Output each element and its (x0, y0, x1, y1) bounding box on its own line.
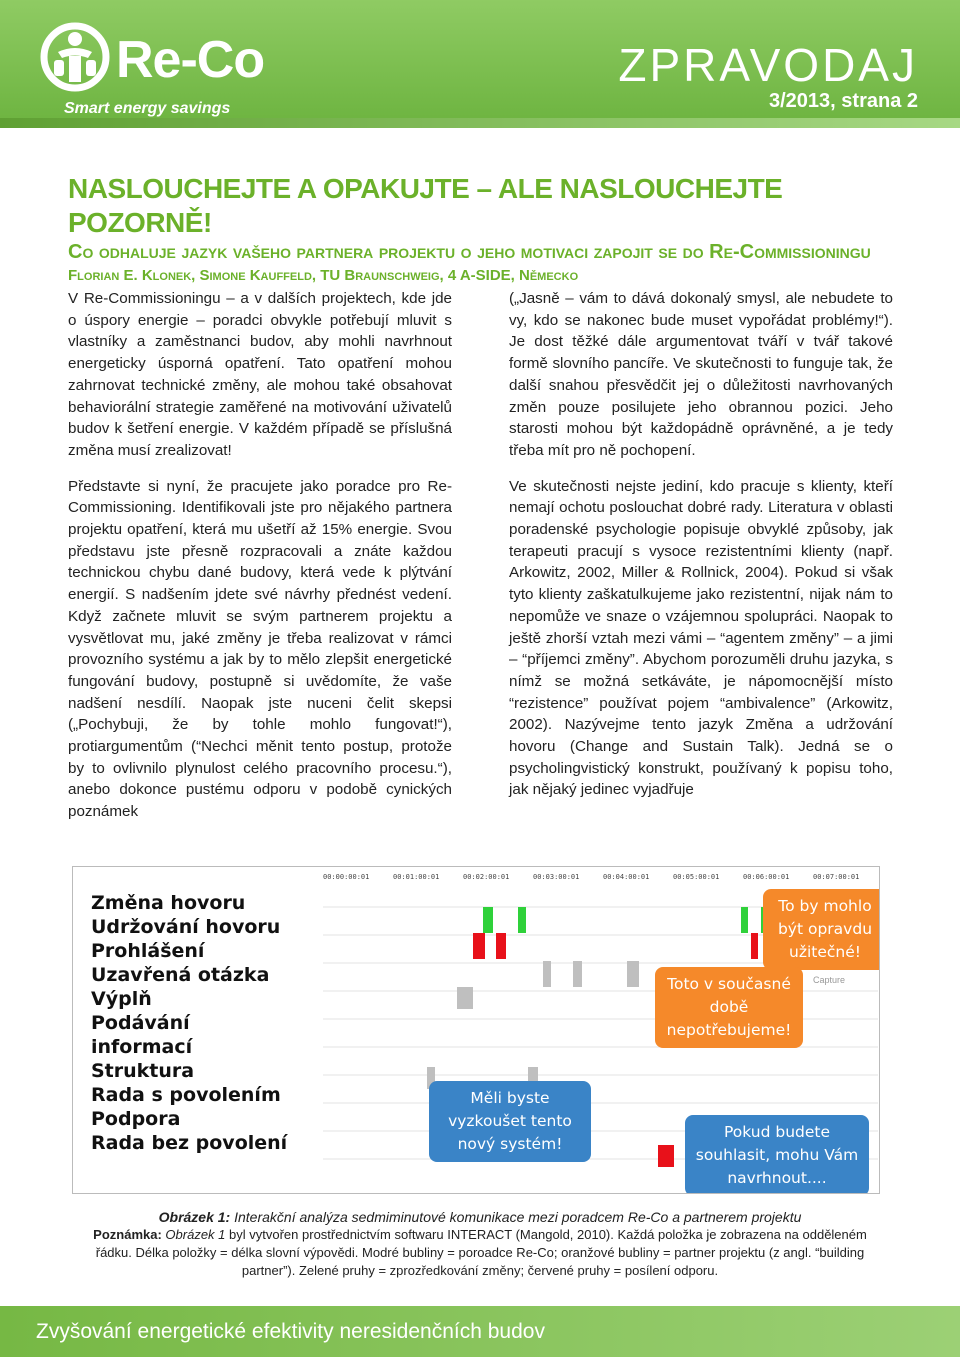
partner-bubble (655, 967, 803, 1048)
legend-item: Podávání (91, 1012, 190, 1034)
bubble-line: Pokud budete (723, 1123, 831, 1141)
caption-title (80, 1208, 880, 1226)
capture-label: Capture (813, 975, 846, 985)
issue-label: 3/2013, strana 2 (769, 90, 918, 112)
neutral-bar (627, 961, 639, 987)
timeline-tick: 00:00:00:01 (323, 873, 370, 881)
bubble-line: Toto v současné (667, 975, 791, 993)
note-text: byl vytvořen prostřednictvím softwaru INTERACT (Mangold, 2010). Každá položka je zobrazena na odděleném řádku. Délka položky = délka slovní výpovědi. Modré bubliny = poroadce Re-Co; oranžové bubliny = partner projektu (z angl. “building partner”). Zelené pruhy = zprozředkování změny; červené pruhy = posílení odporu. (95, 1227, 867, 1278)
note-fig: Obrázek 1 (165, 1227, 226, 1242)
category-legend (83, 891, 323, 1179)
bubble-line: navrhnout.... (727, 1169, 827, 1187)
bubble-line: souhlasit, mohu Vám (695, 1146, 859, 1164)
legend-item: Rada bez povolení (91, 1132, 288, 1154)
bubble-line: nepotřebujeme! (666, 1021, 792, 1039)
logo (40, 22, 280, 94)
timeline-tick: 00:06:00:01 (743, 873, 790, 881)
change-talk-bar (741, 907, 748, 933)
change-talk-bar (518, 907, 526, 933)
legend-item: Podpora (91, 1108, 181, 1130)
consultant-bubble (685, 1115, 869, 1194)
legend-item: Výplň (91, 988, 152, 1010)
legend-item: Změna hovoru (91, 892, 246, 914)
left-column (68, 288, 452, 837)
timeline-tick: 00:03:00:01 (533, 873, 580, 881)
partner-bubble (763, 889, 880, 970)
sustain-talk-bar (473, 933, 485, 959)
legend-item: Prohlášení (91, 940, 205, 962)
bubble-line: vyzkoušet tento (448, 1112, 572, 1130)
footer-text: Zvyšování energetické efektivity neresidenčních budov (36, 1320, 545, 1343)
bubble-line: době (709, 998, 749, 1016)
newsletter-title: ZPRAVODAJ (618, 39, 918, 91)
caption-label: Obrázek 1: (158, 1209, 231, 1225)
paragraph: V Re-Commissioningu – a v dalších projektech, kde jde o úspory energie – poradci obvykle potřebují mluvit s vlastníky a zaměstnanci budov, aby mohli navrhnout energeticky úsporná opatření. Tato opatření mohou zahrnovat technické změny, ale mohou také obsahovat behaviorální strategie zaměřené na motivování uživatelů budov k šetření energie. V každém případě se příslušná změna musí zrealizovat! (68, 290, 452, 459)
logo-text: Re-Co (116, 31, 265, 89)
article-subtitle: Co odhaluje jazyk vašeho partnera projektu o jeho motivaci zapojit se do Re-Commissioningu (68, 241, 871, 263)
timeline-tick: 00:01:00:01 (393, 873, 440, 881)
article-title: NASLOUCHEJTE A OPAKUJTE – ALE NASLOUCHEJTE POZORNĚ! (68, 173, 783, 238)
neutral-bar (457, 987, 473, 1009)
sustain-talk-bar (496, 933, 506, 959)
legend-item: Rada s povolením (91, 1084, 281, 1106)
timeline-tick: 00:04:00:01 (603, 873, 650, 881)
legend-item: informací (91, 1036, 193, 1058)
header-stripe (0, 118, 960, 128)
article-titles (68, 172, 898, 284)
consultant-bubble (429, 1081, 591, 1162)
timeline (323, 873, 878, 885)
timeline-tick: 00:05:00:01 (673, 873, 720, 881)
right-column (509, 288, 893, 815)
bubble-line: užitečné! (789, 943, 861, 961)
paragraph: Ve skutečnosti nejste jediní, kdo pracuje s klienty, kteří nemají ochotu poslouchat dobré rady. Literatura v oblasti poradenské psychologie popisuje obvyklé způsoby, jak terapeuti pracují s vysoce rezistentními klienty (např. Arkowitz, 2002, Miller & Rollnick, 2004). Pokud si však tyto klienty zaškatulkujeme jako rezistentní, nijak nám to nepomůže ve snaze o vzájemnou spolupráci. Naopak to ještě zhorší vztah mezi vámi – “agentem změny” – a jimi – “příjemci změny”. Abychom porozuměli druhu jazyka, s nímž se možná setkáváte, je nápomocnější místo “rezistence” používat pojem “ambivalence” (Arkowitz, 2002). Nazývejme tento jazyk Změna a udržování hovoru (Change and Sustain Talk). Jedná se o psycholingvistický konstrukt, používaný k popisu toho, jak nějaký jedinec vyjadřuje (509, 477, 893, 799)
page-header (0, 0, 960, 128)
note-label: Poznámka: (93, 1227, 162, 1242)
legend-item: Uzavřená otázka (91, 964, 270, 986)
article-authors: Florian E. Klonek, Simone Kauffeld, TU Braunschweig, 4 A-SIDE, Německo (68, 267, 579, 284)
sustain-talk-bar (658, 1145, 674, 1167)
caption-note (80, 1226, 880, 1280)
interaction-figure (72, 866, 880, 1194)
timeline-tick: 00:02:00:01 (463, 873, 510, 881)
reco-logo-icon (40, 22, 110, 92)
legend-item: Udržování hovoru (91, 916, 281, 938)
bubble-line: Měli byste (470, 1089, 550, 1107)
neutral-bar (543, 961, 551, 987)
caption-text: Interakční analýza sedmiminutové komunikace mezi poradcem Re-Co a partnerem projektu (234, 1209, 802, 1225)
neutral-bar (573, 961, 582, 987)
figure-caption (80, 1208, 880, 1280)
change-talk-bar (483, 907, 493, 933)
paragraph: Představte si nyní, že pracujete jako poradce pro Re-Commissioning. Identifikovali jste pro nějakého partnera projektu opatření, která mu ušetří až 15% energie. Svou představu jste přesně rozpracovali a znáte každou technickou chybu dané budovy, která vede k plýtvání energií. S nadšením jdete své návrhy přednést vedení. Když začnete mluvit se svým partnerem projektu a vysvětlovat mu, jaké změny je třeba realizovat v rámci provozního systému a jak by to mělo zlepšit energetické fungování budovy, postupně si uvědomíte, že vaše nadšení nesdílí. Naopak jste nuceni čelit skepsi („Pochybuji, že by tohle mohlo fungovat!“), protiargumentům (“Nechci měnit tento postup, protože by to ovlivnilo plynulost celého pracovního procesu.“), anebo dokonce pustému odporu v podobě cynických poznámek (68, 477, 452, 821)
legend-item: Struktura (91, 1060, 195, 1082)
paragraph: („Jasně – vám to dává dokonalý smysl, ale nebudete to vy, kdo se nakonec bude muset vypořádat problémy!“). Je dost těžké dále argumentovat tváří v tvář takové formě slovního pancíře. Ve skutečnosti to funguje tak, že další snahou přesvědčit jej o důležitosti navrhovaných změn pouze posilujete jeho obrannou pozici. Jeho starosti mohou být každopádně oprávněné, a je tedy třeba mít pro ně pochopení. (509, 290, 893, 459)
timeline-tick: 00:07:00:01 (813, 873, 860, 881)
slogan: Smart energy savings (64, 100, 231, 117)
sustain-talk-bar (751, 933, 758, 959)
bubble-line: být opravdu (777, 920, 873, 938)
bubble-line: nový systém! (457, 1135, 563, 1153)
bubble-line: To by mohlo (778, 897, 872, 915)
page-footer (0, 1306, 960, 1357)
